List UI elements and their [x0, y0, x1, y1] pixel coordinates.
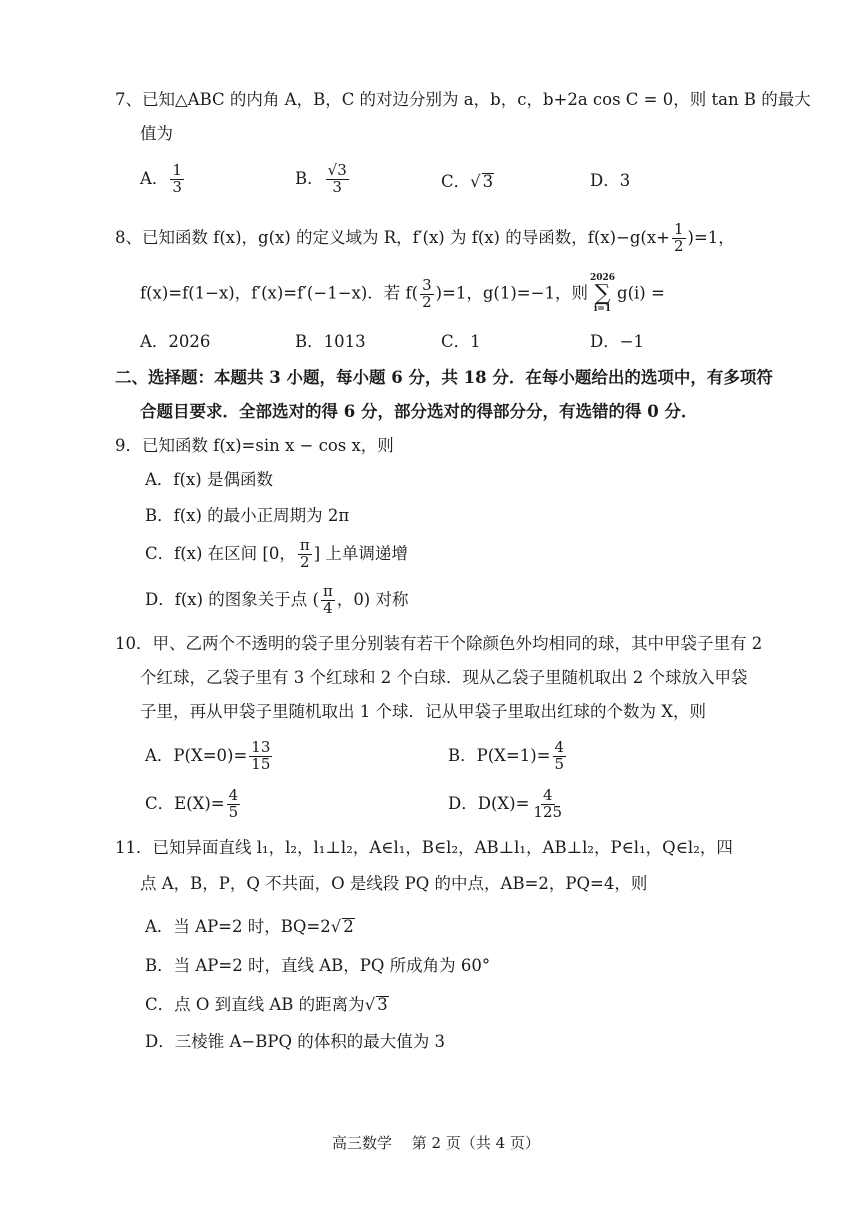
q9-option-a: A．f(x) 是偶函数 — [145, 470, 273, 489]
q10-option-b-num: 4 — [554, 738, 565, 756]
q7-option-c-value: 3 — [482, 172, 494, 191]
q9-option-d-fraction — [321, 584, 335, 617]
q8-line1-den: 2 — [673, 236, 684, 255]
q10-option-c — [145, 788, 242, 821]
q10-option-a-fraction — [249, 740, 272, 773]
q8-option-c: C．1 — [441, 332, 481, 351]
q8-option-d: D．−1 — [590, 332, 645, 351]
q8-line1-num: 1 — [673, 220, 684, 238]
q8-line2-mid: )=1，g(1)=−1，则 — [435, 283, 588, 303]
q11-stem-line1: 11．已知异面直线 l₁，l₂，l₁⊥l₂，A∈l₁，B∈l₂，AB⊥l₁，AB⊥l₂，P∈l₁，Q∈l₂，四 — [115, 838, 733, 857]
q7-option-b — [295, 163, 351, 196]
q9-option-d-num: π — [322, 582, 333, 600]
q8-line2-fraction — [420, 275, 434, 311]
q10-option-a-num: 13 — [251, 738, 271, 756]
q7-option-a-fraction — [170, 163, 184, 196]
q9-option-c-num: π — [299, 536, 310, 554]
q8-stem-line2 — [140, 274, 665, 314]
q7-option-a — [140, 163, 186, 196]
q9-option-c-fraction — [298, 538, 312, 571]
q8-line1-fraction — [672, 222, 686, 255]
q10-option-b-pre: B．P(X=1)= — [448, 745, 551, 765]
q8-line2-pre: f(x)=f(1−x)，f′(x)=f′(−1−x)．若 f( — [140, 283, 419, 303]
q11-option-a: A．当 AP=2 时，BQ=2√ 2 — [145, 917, 354, 936]
q11-option-d: D．三棱锥 A−BPQ 的体积的最大值为 3 — [145, 1032, 445, 1051]
section2-heading-line1: 二、选择题：本题共 3 小题，每小题 6 分，共 18 分．在每小题给出的选项中，有多项符 — [115, 368, 773, 387]
page-footer: 高三数学 第 2 页（共 4 页） — [332, 1134, 540, 1152]
q10-stem-line1: 10．甲、乙两个不透明的袋子里分别装有若干个除颜色外均相同的球，其中甲袋子里有 2 — [115, 634, 763, 653]
q10-option-a-den: 15 — [251, 754, 271, 773]
q10-option-c-fraction — [227, 788, 241, 821]
q9-option-d-den: 4 — [323, 598, 333, 617]
q7-option-a-num: 1 — [172, 161, 182, 179]
q7-option-c: C．√ 3 — [441, 172, 494, 191]
summation-symbol — [590, 274, 615, 314]
q10-stem-line3: 子里，再从甲袋子里随机取出 1 个球．记从甲袋子里取出红球的个数为 X，则 — [140, 702, 706, 721]
q10-option-c-pre: C．E(X)= — [145, 793, 225, 813]
q7-option-b-num: √3 — [327, 161, 347, 179]
section2-heading-line2: 合题目要求．全部选对的得 6 分，部分选对的得部分分，有选错的得 0 分． — [140, 402, 698, 421]
q9-option-d-pre: D．f(x) 的图象关于点 ( — [145, 589, 319, 609]
q11-stem-line2: 点 A，B，P，Q 不共面，O 是线段 PQ 的中点，AB=2，PQ=4，则 — [140, 874, 648, 893]
q7-option-d: D．3 — [590, 171, 631, 190]
q9-option-c — [145, 538, 408, 571]
sum-sign: ∑ — [594, 281, 611, 306]
q9-option-b: B．f(x) 的最小正周期为 2π — [145, 506, 350, 525]
q11-option-a-sqrt: 2 — [343, 917, 354, 936]
sum-lower-limit: i=1 — [593, 304, 612, 314]
q8-line2-num: 3 — [422, 275, 432, 294]
sum-upper-limit: 2026 — [589, 273, 616, 283]
q8-line1-pre: 8、已知函数 f(x)，g(x) 的定义域为 R，f′(x) 为 f(x) 的导函数，f(x)−g(x+ — [115, 227, 670, 247]
q11-option-a-pre: A．当 AP=2 时，BQ=2 — [145, 917, 331, 936]
q7-option-c-label: C． — [441, 172, 471, 191]
q8-line2-post: g(i) = — [617, 283, 665, 303]
q8-option-b: B．1013 — [295, 332, 366, 351]
q8-line2-den: 2 — [422, 292, 432, 311]
q7-option-a-den: 3 — [172, 177, 182, 196]
q9-option-c-pre: C．f(x) 在区间 [0， — [145, 543, 296, 563]
q7-stem-line2: 值为 — [140, 124, 173, 143]
q11-option-c: C．点 O 到直线 AB 的距离为√ 3 — [145, 995, 388, 1014]
q7-option-b-den: 3 — [332, 177, 342, 196]
q8-stem-line1 — [115, 222, 735, 255]
q10-option-d-pre: D．D(X)= — [448, 793, 530, 813]
q9-option-d — [145, 584, 409, 617]
q9-option-c-post: ] 上单调递增 — [313, 543, 408, 563]
q9-option-c-den: 2 — [300, 552, 310, 571]
q7-option-b-label: B． — [295, 168, 324, 188]
q10-option-b — [448, 740, 568, 773]
q8-option-a: A．2026 — [140, 332, 211, 351]
q10-option-b-den: 5 — [554, 754, 565, 773]
q10-option-d-fraction — [531, 788, 564, 821]
q9-stem: 9．已知函数 f(x)=sin x − cos x，则 — [115, 436, 394, 455]
q10-option-b-fraction — [553, 740, 567, 773]
q11-option-c-sqrt: 3 — [377, 995, 388, 1014]
q10-stem-line2: 个红球，乙袋子里有 3 个红球和 2 个白球．现从乙袋子里随机取出 2 个球放入甲袋 — [140, 668, 748, 687]
q10-option-d — [448, 788, 566, 821]
q10-option-a — [145, 740, 274, 773]
q10-option-a-pre: A．P(X=0)= — [145, 745, 248, 765]
q10-option-c-num: 4 — [228, 786, 239, 804]
q11-option-b: B．当 AP=2 时，直线 AB，PQ 所成角为 60° — [145, 956, 491, 975]
q11-option-c-pre: C．点 O 到直线 AB 的距离为 — [145, 995, 365, 1014]
q7-stem-line1: 7、已知△ABC 的内角 A，B，C 的对边分别为 a，b，c，b+2a cos C = 0，则 tan B 的最大 — [115, 90, 811, 109]
q7-option-a-label: A． — [140, 168, 169, 188]
q10-option-d-num: 4 — [542, 786, 553, 804]
q10-option-d-den: 125 — [533, 802, 563, 821]
q9-option-d-post: ，0) 对称 — [336, 589, 409, 609]
q7-option-b-fraction — [326, 163, 349, 196]
q8-line1-post: )=1， — [687, 227, 735, 247]
q10-option-c-den: 5 — [228, 802, 239, 821]
